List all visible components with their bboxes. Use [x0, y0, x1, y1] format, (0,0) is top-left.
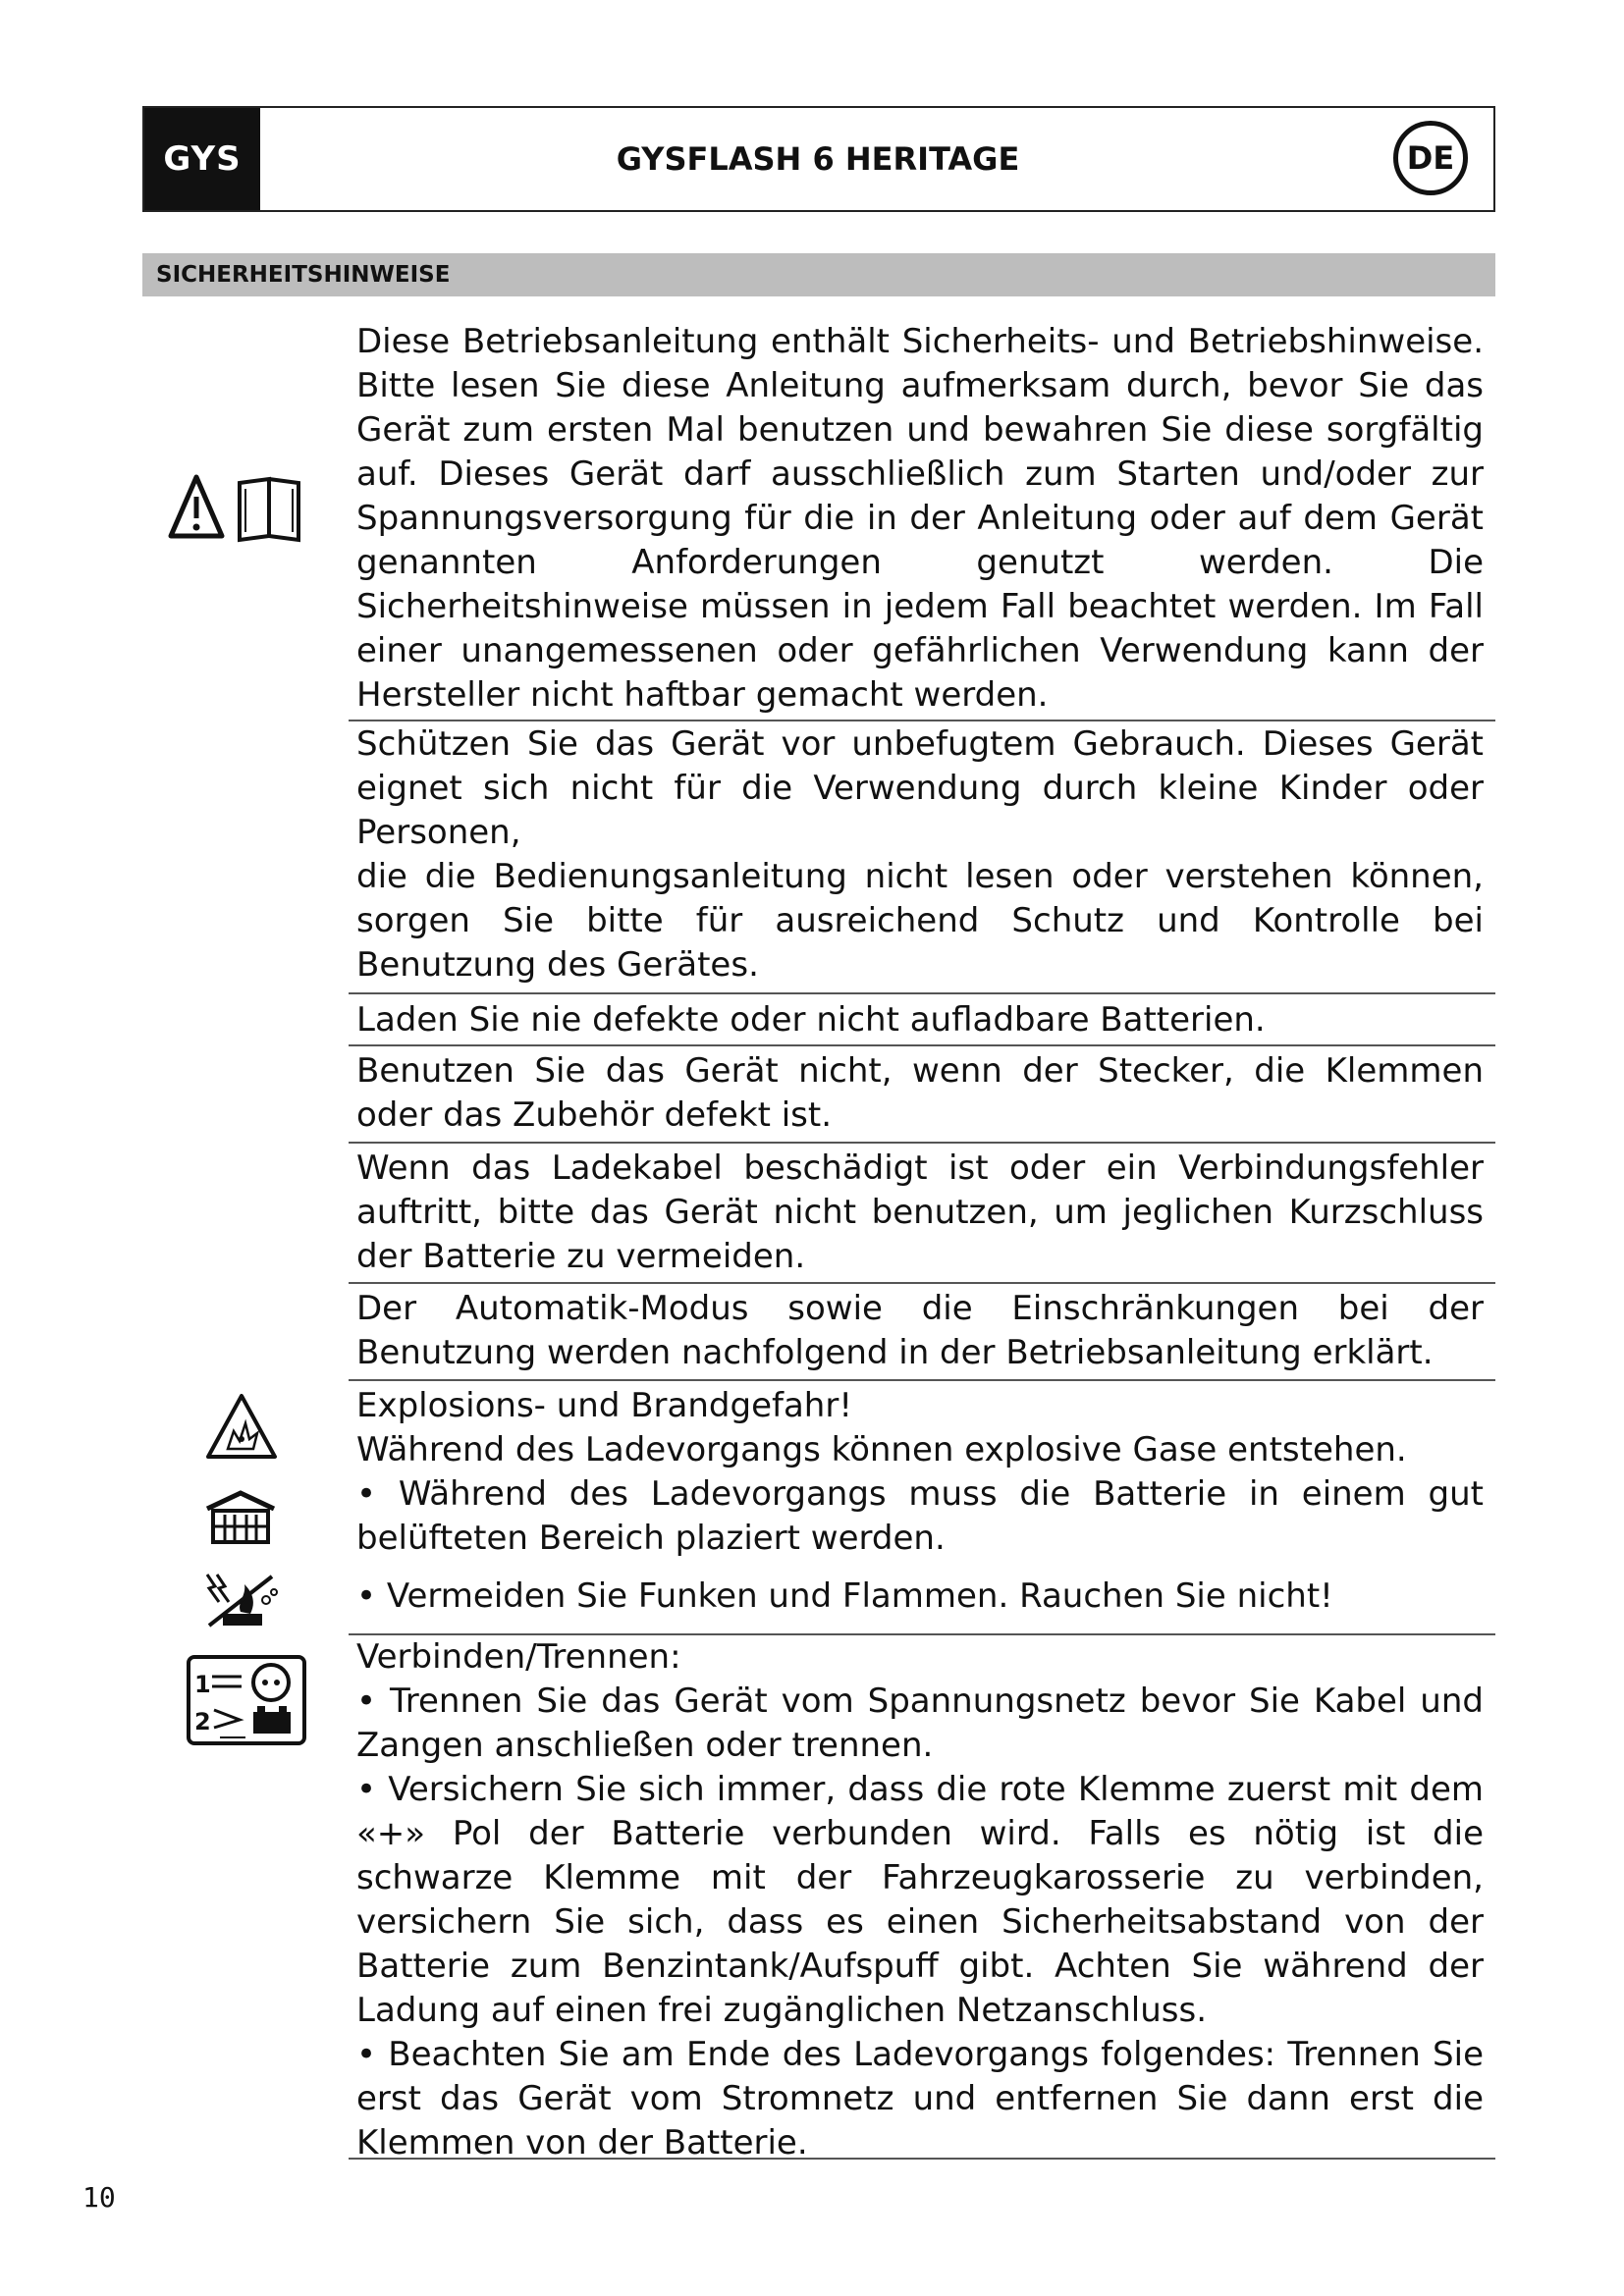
- safety-paragraph-connect-disconnect: Verbinden/Trennen: • Trennen Sie das Gerät vom Spannungsnetz bevor Sie Kabel und Zangen anschließen oder trennen. • Versichern Sie sich immer, dass die rote Klemme zuerst mit dem «+» Pol der Batterie verbunden wird. Falls es nötig ist die schwarze Klemme mit der Fahrzeugkarosserie zu verbinden, versichern Sie sich, dass es einen Sicherheitsabstand von der Batterie zum Benzintank/Aufspuff gibt. Achten Sie während der Ladung auf einen frei zugänglichen Netzanschluss. • Beachten Sie am Ende des Ladevorgangs folgendes: Trennen Sie erst das Gerät vom Stromnetz und entfernen Sie dann erst die Klemmen von der Batterie.: [356, 1637, 1484, 2163]
- connect-step-2-label: 2: [194, 1708, 211, 1735]
- section-heading: SICHERHEITSHINWEISE: [142, 253, 1495, 296]
- divider: [349, 1379, 1495, 1381]
- no-sparks-flames-icon: [201, 1571, 284, 1629]
- safety-paragraph-automatic-mode: Der Automatik-Modus sowie die Einschränkungen bei der Benutzung werden nachfolgend in der Betriebsanleitung erklärt.: [356, 1289, 1484, 1372]
- safety-paragraph-no-sparks: • Vermeiden Sie Funken und Flammen. Rauchen Sie nicht!: [356, 1576, 1333, 1616]
- divider: [349, 1044, 1495, 1046]
- safety-paragraph-unauthorized-use: Schützen Sie das Gerät vor unbefugtem Gebrauch. Dieses Gerät eignet sich nicht für die Verwendung durch kleine Kinder oder Personen, die die Bedienungsanleitung nicht lesen oder verstehen können, sorgen Sie bitte für ausreichend Schutz und Kontrolle bei Benutzung des Gerätes.: [356, 724, 1484, 985]
- document-title: GYSFLASH 6 HERITAGE: [616, 140, 1020, 178]
- connect-step-1-label: 1: [194, 1671, 211, 1698]
- safety-paragraph-explosion-hazard: Explosions- und Brandgefahr! Während des Ladevorgangs können explosive Gase entstehen. • Während des Ladevorgangs muss die Batterie in einem gut belüfteten Bereich plaziert werden.: [356, 1386, 1484, 1558]
- safety-paragraph-defective-accessories: Benutzen Sie das Gerät nicht, wenn der Stecker, die Klemmen oder das Zubehör defekt ist.: [356, 1051, 1484, 1135]
- divider: [349, 2158, 1495, 2160]
- connect-disconnect-icon: [187, 1655, 306, 1745]
- safety-paragraph-intro: Diese Betriebsanleitung enthält Sicherheits- und Betriebshinweise. Bitte lesen Sie diese Anleitung aufmerksam durch, bevor Sie das Gerät zum ersten Mal benutzen und bewahren Sie diese sorgfältig auf. Dieses Gerät darf ausschließlich zum Starten und/oder zur Spannungsversorgung für die in der Anleitung oder auf dem Gerät genannten Anforderungen genutzt werden. Die Sicherheitshinweise müssen in jedem Fall beachtet werden. Im Fall einer unangemessenen oder gefährlichen Verwendung kann der Hersteller nicht haftbar gemacht werden.: [356, 322, 1484, 715]
- warning-read-manual-icon: [167, 469, 324, 548]
- document-header: [142, 106, 1495, 212]
- divider: [349, 1142, 1495, 1144]
- ventilated-area-icon: [201, 1487, 280, 1546]
- divider: [349, 720, 1495, 721]
- safety-paragraph-damaged-cable: Wenn das Ladekabel beschädigt ist oder ein Verbindungsfehler auftritt, bitte das Gerät nicht benutzen, um jeglichen Kurzschluss der Batterie zu vermeiden.: [356, 1148, 1484, 1276]
- divider: [349, 1282, 1495, 1284]
- page-number: 10: [82, 2181, 116, 2214]
- explosion-hazard-icon: [204, 1392, 279, 1463]
- safety-paragraph-defective-batteries: Laden Sie nie defekte oder nicht aufladbare Batterien.: [356, 1000, 1266, 1040]
- gys-logo: GYS: [144, 108, 260, 210]
- divider: [349, 992, 1495, 994]
- language-badge: DE: [1393, 121, 1468, 195]
